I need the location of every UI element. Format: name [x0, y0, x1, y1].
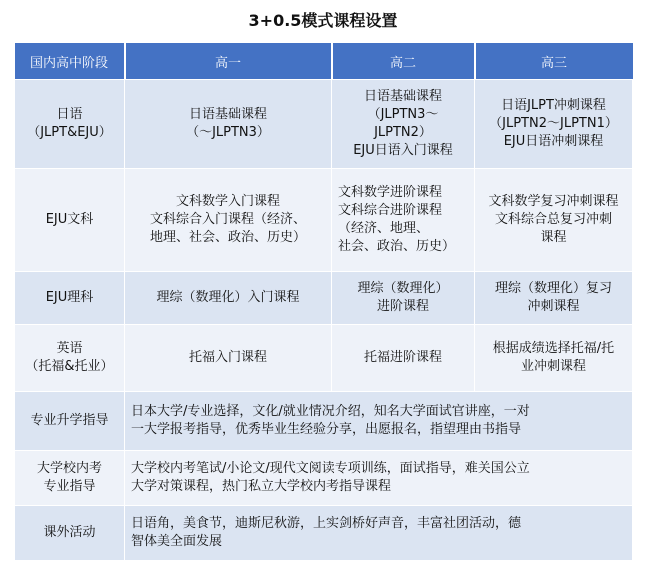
cell-line: EJU日语冲刺课程	[503, 134, 604, 149]
label-line: 英语	[56, 341, 83, 356]
cell-line: 文科数学入门课程	[175, 194, 280, 209]
cell-line: 大学校内考笔试/小论文/现代文阅读专项训练，面试指导，难关国公立	[131, 461, 530, 476]
row-label	[15, 392, 125, 451]
row-eju-science	[15, 272, 633, 325]
cell-grade-1	[125, 272, 332, 325]
cell-line: 根据成绩选择托福/托	[492, 341, 615, 356]
header-stage: 国内高中阶段	[15, 43, 125, 80]
cell-line: 日语角，美食节，迪斯尼秋游，上实剑桥好声音，丰富社团活动，德	[131, 516, 522, 531]
cell-line: 文科综合总复习冲刺	[494, 212, 612, 227]
cell-line: 文科数学复习冲刺课程	[488, 194, 619, 209]
row-label	[15, 325, 125, 392]
row-guidance	[15, 392, 633, 451]
cell-span	[125, 506, 633, 561]
cell-grade-2	[332, 80, 475, 169]
cell-line: EJU日语入门课程	[353, 143, 453, 158]
cell-line: （JLPTN2～JLPTN1）	[489, 116, 618, 131]
cell-line: （JLPTN3～	[367, 107, 439, 122]
cell-grade-2	[332, 325, 475, 392]
cell-grade-3	[475, 80, 633, 169]
cell-line: 课程	[540, 230, 567, 245]
cell-line: 理综（数理化）入门课程	[156, 290, 300, 305]
cell-grade-2	[332, 272, 475, 325]
header-grade-1: 高一	[125, 43, 332, 80]
cell-line: 文科综合进阶课程	[338, 203, 443, 218]
cell-line: 日语JLPT冲刺课程	[501, 98, 606, 113]
cell-grade-1	[125, 169, 332, 272]
row-label	[15, 169, 125, 272]
label-line: 专业指导	[43, 479, 96, 494]
cell-line: 智体美全面发展	[131, 534, 223, 549]
cell-grade-3	[475, 325, 633, 392]
cell-grade-3	[475, 272, 633, 325]
label-line: （JLPT&EJU）	[27, 125, 112, 140]
cell-line: （～JLPTN3）	[186, 125, 270, 140]
cell-line: 文科数学进阶课程	[338, 185, 443, 200]
cell-line: 冲刺课程	[527, 299, 580, 314]
label-line: 日语	[56, 107, 83, 122]
row-label	[15, 80, 125, 169]
label-line: 大学校内考	[36, 461, 102, 476]
row-eju-arts	[15, 169, 633, 272]
cell-span	[125, 392, 633, 451]
cell-line: 托福进阶课程	[363, 350, 442, 365]
cell-line: 业冲刺课程	[520, 359, 586, 374]
row-english	[15, 325, 633, 392]
cell-line: 日语基础课程	[363, 89, 442, 104]
cell-line: JLPTN2）	[374, 125, 432, 140]
row-activities	[15, 506, 633, 561]
row-label	[15, 272, 125, 325]
header-grade-2: 高二	[332, 43, 475, 80]
header-grade-3: 高三	[475, 43, 633, 80]
cell-line: 社会、政治、历史）	[338, 239, 456, 254]
header-row	[15, 43, 633, 80]
row-japanese	[15, 80, 633, 169]
cell-line: 日本大学/专业选择，文化/就业情况介绍，知名大学面试官讲座，一对	[131, 404, 530, 419]
cell-grade-2	[332, 169, 475, 272]
row-label	[15, 506, 125, 561]
cell-line: 一大学报考指导，优秀毕业生经验分享，出愿报名，指望理由书指导	[131, 422, 522, 437]
course-table	[14, 43, 633, 561]
cell-grade-3	[475, 169, 633, 272]
cell-line: 托福入门课程	[188, 350, 267, 365]
row-label	[15, 451, 125, 506]
label-line: 课外活动	[43, 525, 96, 540]
label-line: （托福&托业）	[25, 359, 114, 374]
cell-line: 地理、社会、政治、历史）	[149, 230, 306, 245]
page-title: 3+0.5模式课程设置	[248, 11, 398, 30]
label-line: EJU理科	[45, 290, 94, 305]
cell-grade-1	[125, 325, 332, 392]
cell-line: 理综（数理化）	[357, 281, 449, 296]
cell-line: 日语基础课程	[188, 107, 267, 122]
label-line: EJU文科	[45, 212, 94, 227]
cell-line: 文科综合入门课程（经济、	[149, 212, 306, 227]
cell-line: 进阶课程	[376, 299, 429, 314]
row-internal-exam	[15, 451, 633, 506]
label-line: 专业升学指导	[30, 413, 109, 428]
cell-line: 大学对策课程，热门私立大学校内考指导课程	[131, 479, 392, 494]
cell-line: （经济、地理、	[338, 221, 430, 236]
cell-span	[125, 451, 633, 506]
cell-line: 理综（数理化）复习	[494, 281, 612, 296]
cell-grade-1	[125, 80, 332, 169]
